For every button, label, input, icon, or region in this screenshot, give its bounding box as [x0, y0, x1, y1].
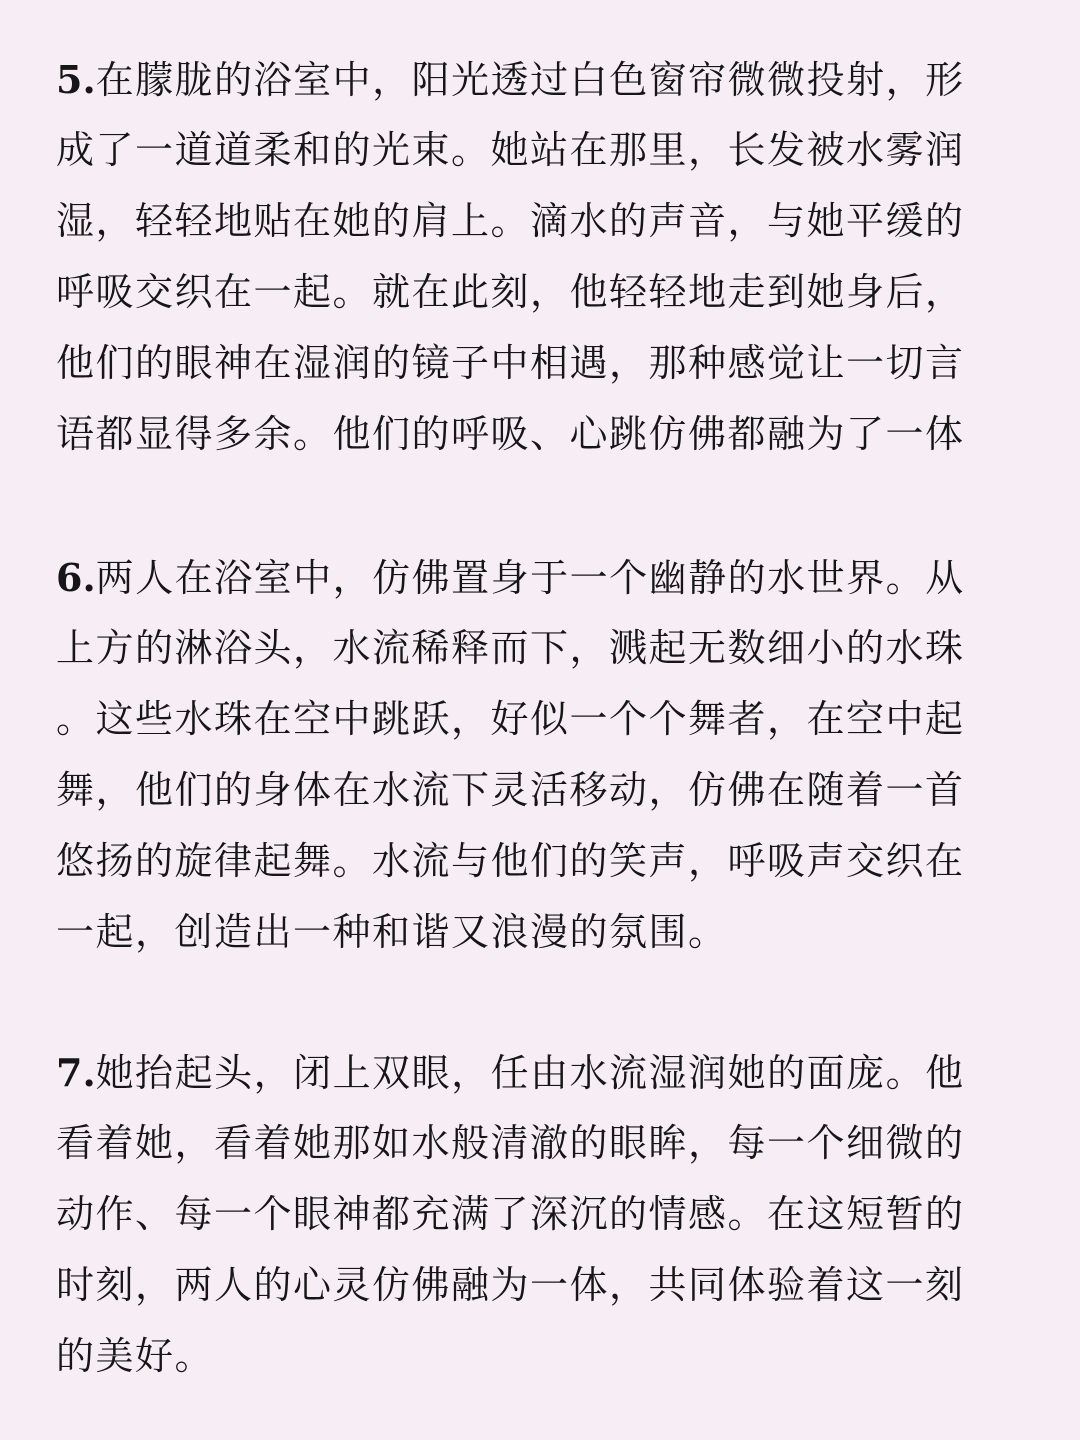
paragraph-line: 的美好。	[56, 1334, 215, 1378]
paragraph-5	[56, 44, 1028, 470]
paragraph-line: 上方的淋浴头，水流稀释而下，溅起无数细小的水珠	[56, 626, 965, 670]
paragraph-line: 6.两人在浴室中，仿佛置身于一个幽静的水世界。从	[56, 555, 965, 600]
paragraph-line: 时刻，两人的心灵仿佛融为一体，共同体验着这一刻	[56, 1263, 965, 1307]
paragraph-line: 呼吸交织在一起。就在此刻，他轻轻地走到她身后，	[56, 270, 965, 314]
paragraph-6	[56, 542, 1028, 968]
paragraph-line: 舞，他们的身体在水流下灵活移动，仿佛在随着一首	[56, 768, 965, 812]
paragraph-7	[56, 1037, 1028, 1392]
paragraph-line: 悠扬的旋律起舞。水流与他们的笑声，呼吸声交织在	[56, 839, 965, 883]
paragraph-line: 看着她，看着她那如水般清澈的眼眸，每一个细微的	[56, 1121, 965, 1165]
paragraph-line: 。这些水珠在空中跳跃，好似一个个舞者，在空中起	[56, 697, 965, 741]
paragraph-line: 湿，轻轻地贴在她的肩上。滴水的声音，与她平缓的	[56, 199, 965, 243]
paragraph-number: 6.	[56, 555, 96, 600]
paragraph-line: 7.她抬起头，闭上双眼，任由水流湿润她的面庞。他	[56, 1050, 965, 1095]
paragraph-line: 一起，创造出一种和谐又浪漫的氛围。	[56, 910, 728, 954]
paragraph-line: 成了一道道柔和的光束。她站在那里，长发被水雾润	[56, 128, 965, 172]
paragraph-number: 7.	[56, 1050, 96, 1095]
paragraph-line: 动作、每一个眼神都充满了深沉的情感。在这短暂的	[56, 1192, 965, 1236]
paragraph-line: 他们的眼神在湿润的镜子中相遇，那种感觉让一切言	[56, 341, 965, 385]
paragraph-number: 5.	[56, 57, 96, 102]
paragraph-line: 5.在朦胧的浴室中，阳光透过白色窗帘微微投射，形	[56, 57, 965, 102]
paragraph-line: 语都显得多余。他们的呼吸、心跳仿佛都融为了一体	[56, 412, 965, 456]
